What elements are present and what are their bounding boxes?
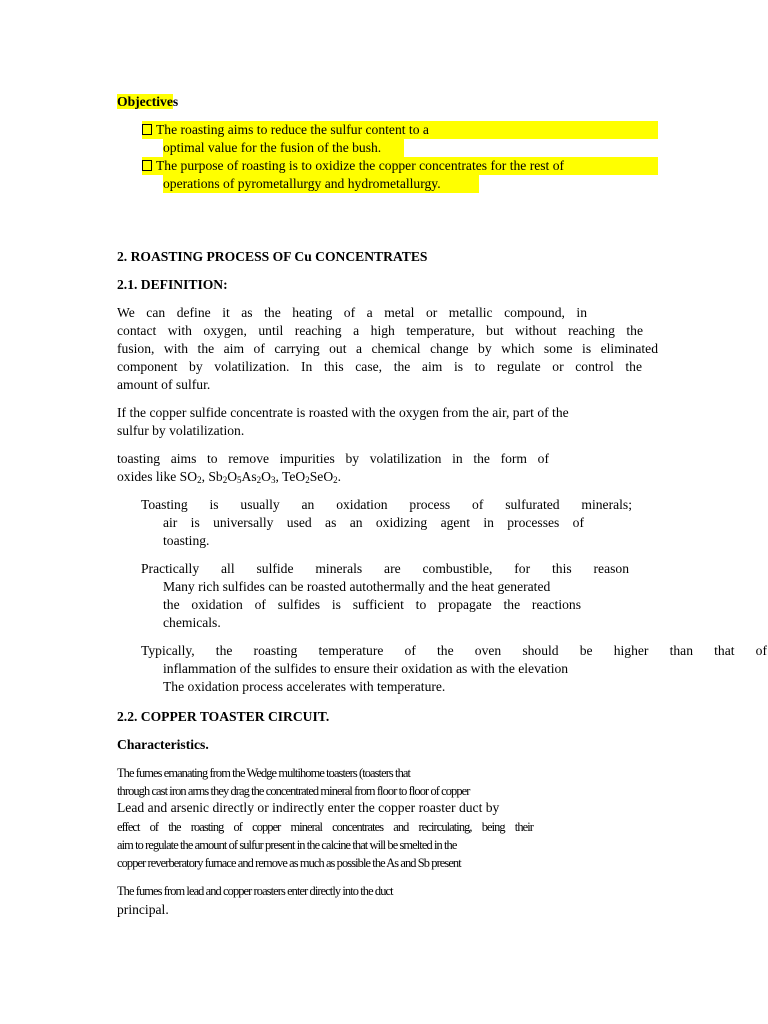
paragraph-first-line: Toasting is usually an oxidation process of sulfurated minerals; [141, 497, 632, 512]
fumes-line: through cast iron arms they drag the concentrated mineral from floor to floor of copper [117, 784, 470, 798]
objectives-title-highlight: Objective [117, 94, 173, 109]
objective-item-2-line-1: The purpose of roasting is to oxidize the copper concentrates for the rest of [142, 157, 658, 175]
section-2-1-heading: 2.1. DEFINITION: [117, 277, 228, 292]
paragraph-line: toasting. [163, 533, 210, 548]
sulfide-line: sulfur by volatilization. [117, 423, 245, 438]
paragraph-line: chemicals. [163, 615, 221, 630]
toasting-line: toasting aims to remove impurities by volatilization in the form of [117, 451, 549, 466]
sulfide-line: If the copper sulfide concentrate is roasted with the oxygen from the air, part of the [117, 405, 569, 420]
objectives-title: Objectives [117, 94, 179, 109]
paragraph-line: The oxidation process accelerates with temperature. [163, 679, 446, 694]
objective-item-1-line-1: The roasting aims to reduce the sulfur content to a [142, 121, 658, 139]
objective-item-1-line-2: optimal value for the fusion of the bush. [163, 139, 404, 157]
definition-line: amount of sulfur. [117, 377, 211, 392]
bullet-icon [142, 124, 152, 135]
paragraph-line: inflammation of the sulfides to ensure their oxidation as with the elevation [163, 661, 569, 676]
definition-line: We can define it as the heating of a metal or metallic compound, in [117, 305, 587, 320]
paragraph-line: air is universally used as an oxidizing agent in processes of [163, 515, 584, 530]
section-2-heading: 2. ROASTING PROCESS OF Cu CONCENTRATES [117, 249, 428, 264]
fumes-line: aim to regulate the amount of sulfur present in the calcine that will be smelted in the [117, 838, 457, 852]
oxides-line: oxides like $SO_2$, $Sb_2O_5As_2O_3$, TeO$_2$SeO$_2$. [117, 469, 342, 485]
bullet-icon [142, 160, 152, 171]
section-2-2-heading: 2.2. COPPER TOASTER CIRCUIT. [117, 709, 330, 724]
last-line: principal. [117, 902, 169, 917]
fumes-line: copper reverberatory furnace and remove as much as possible the As and Sb present [117, 856, 461, 870]
fumes-line: effect of the roasting of copper mineral concentrates and recirculating, being their [117, 820, 533, 834]
paragraph-line: Many rich sulfides can be roasted autothermally and the heat generated [163, 579, 551, 594]
fumes-line: Lead and arsenic directly or indirectly enter the copper roaster duct by [117, 800, 500, 815]
fumes-line: The fumes emanating from the Wedge multihome toasters (toasters that [117, 766, 411, 780]
paragraph-first-line: Practically all sulfide minerals are combustible, for this reason [141, 561, 629, 576]
characteristics-heading: Characteristics. [117, 737, 209, 752]
definition-line: component by volatilization. In this case, the aim is to regulate or control the [117, 359, 642, 374]
definition-line: fusion, with the aim of carrying out a chemical change by which some is eliminated [117, 341, 658, 356]
definition-line: contact with oxygen, until reaching a high temperature, but without reaching the [117, 323, 643, 338]
objective-item-2-line-2: operations of pyrometallurgy and hydrometallurgy. [163, 175, 479, 193]
paragraph-line: the oxidation of sulfides is sufficient to propagate the reactions [163, 597, 581, 612]
last-line: The fumes from lead and copper roasters enter directly into the duct [117, 884, 393, 898]
paragraph-first-line: Typically, the roasting temperature of the oven should be higher than that of [141, 643, 767, 658]
